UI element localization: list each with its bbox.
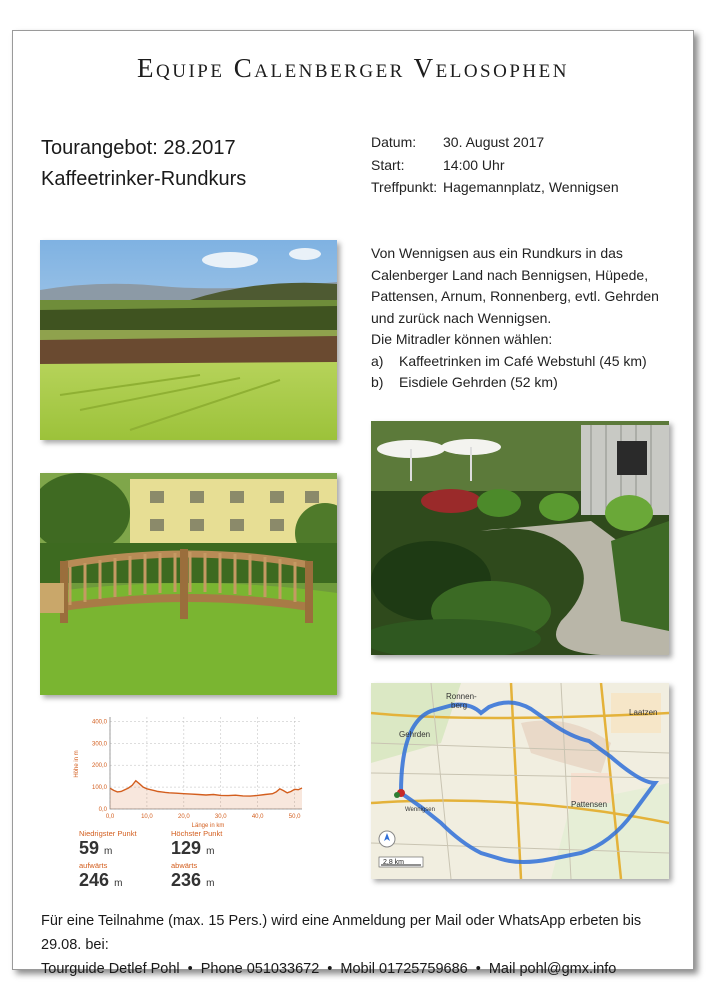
separator: • — [475, 961, 481, 977]
x-tick-label: 20,0 — [178, 814, 190, 820]
map-label-wennigsen: Wennigsen — [405, 807, 435, 813]
map-scale-label: 2,8 km — [383, 859, 405, 866]
stat-number: 129 — [171, 838, 202, 858]
stat-label: Höchster Punkt — [171, 829, 223, 838]
stat-number: 236 — [171, 870, 202, 890]
registration-note: Für eine Teilnahme (max. 15 Pers.) wird eine Anmeldung per Mail oder WhatsApp erbeten bis 29.08. bei: — [41, 913, 642, 953]
stat-value — [171, 870, 214, 894]
tour-info — [371, 131, 619, 199]
option-b — [371, 372, 671, 394]
info-row-date — [371, 131, 619, 154]
stat-number: 59 — [79, 838, 100, 858]
map-label-ronnenberg: Ronnen- — [446, 692, 477, 701]
map-label-pattensen: Pattensen — [571, 800, 608, 809]
y-tick-label: 400,0 — [91, 719, 107, 726]
option-key: b) — [371, 374, 384, 390]
info-key: Treffpunkt: — [371, 179, 438, 195]
cafe-garden-image — [371, 421, 669, 655]
footer-contact — [41, 909, 681, 981]
y-tick-label: 300,0 — [91, 741, 107, 748]
tour-number: Tourangebot: 28.2017 — [41, 137, 236, 159]
stat-unit: m — [104, 846, 113, 857]
stat-label: Niedrigster Punkt — [79, 829, 137, 838]
map-label-gehrden: Gehrden — [399, 730, 431, 739]
y-tick-label: 0,0 — [98, 807, 107, 813]
map-label-laatzen: Laatzen — [629, 708, 658, 717]
option-text: Kaffeetrinken im Café Webstuhl (45 km) — [399, 352, 647, 369]
field-landscape-image — [40, 240, 337, 440]
y-axis-label: Höhe in m — [74, 750, 80, 778]
description-line: Von Wennigsen aus ein Rundkurs in das — [371, 245, 623, 261]
y-tick-label: 200,0 — [91, 763, 107, 770]
stat-uphill — [79, 861, 122, 894]
stat-downhill — [171, 861, 214, 894]
route-map — [371, 683, 669, 879]
info-value: Hagemannplatz, Wennigsen — [443, 179, 619, 195]
info-row-start — [371, 154, 619, 177]
separator: • — [327, 961, 333, 977]
description-line: und zurück nach Wennigsen. — [371, 309, 552, 326]
guide-name: Tourguide Detlef Pohl — [41, 961, 180, 977]
option-text: Eisdiele Gehrden (52 km) — [399, 374, 558, 390]
tour-heading — [41, 133, 246, 195]
stat-number: 246 — [79, 870, 110, 890]
stat-highest — [171, 829, 222, 862]
flyer-page — [12, 30, 694, 977]
tour-description — [371, 243, 671, 394]
mobile-number: Mobil 01725759686 — [340, 961, 468, 977]
info-value: 30. August 2017 — [443, 134, 545, 150]
stat-lowest — [79, 829, 137, 862]
wooden-bridge-image — [40, 473, 337, 695]
description-line: Die Mitradler können wählen: — [371, 331, 553, 347]
stat-unit: m — [206, 878, 215, 889]
stat-unit: m — [114, 878, 123, 889]
stat-value — [171, 838, 222, 862]
page-title: Equipe Calenberger Velosophen — [137, 53, 569, 83]
stat-label: aufwärts — [79, 861, 108, 870]
phone-number: Phone 051033672 — [200, 961, 320, 977]
separator: • — [187, 961, 193, 977]
tour-name: Kaffeetrinker-Rundkurs — [41, 168, 247, 190]
description-line: Calenberger Land nach Bennigsen, Hüpede, — [371, 266, 649, 283]
map-label-ronnenberg-2: berg — [451, 701, 468, 710]
field-landscape-photo — [40, 240, 337, 440]
x-tick-label: 0,0 — [105, 814, 115, 820]
email-address: Mail pohl@gmx.info — [488, 961, 617, 977]
x-tick-label: 40,0 — [251, 814, 264, 820]
elevation-chart — [68, 709, 308, 829]
info-key: Datum: — [371, 134, 417, 150]
x-tick-label: 30,0 — [214, 814, 227, 820]
wooden-bridge-photo — [40, 473, 337, 695]
cafe-garden-photo — [371, 421, 669, 655]
y-tick-label: 100,0 — [91, 785, 107, 792]
x-tick-label: 10,0 — [141, 814, 153, 820]
contact-line — [41, 957, 681, 981]
info-value: 14:00 Uhr — [443, 156, 505, 173]
route-map-image — [371, 683, 669, 879]
option-a — [371, 351, 671, 373]
stat-unit: m — [206, 846, 215, 857]
stat-value — [79, 870, 122, 894]
info-row-meeting-point — [371, 176, 619, 199]
info-key: Start: — [371, 156, 405, 173]
stat-label: abwärts — [171, 861, 198, 870]
x-tick-label: 50,0 — [288, 814, 301, 820]
option-key: a) — [371, 352, 384, 369]
description-line: Pattensen, Arnum, Ronnenberg, evtl. Gehrden — [371, 288, 659, 304]
stat-value — [79, 838, 137, 862]
x-axis-label: Länge in km — [191, 823, 225, 829]
